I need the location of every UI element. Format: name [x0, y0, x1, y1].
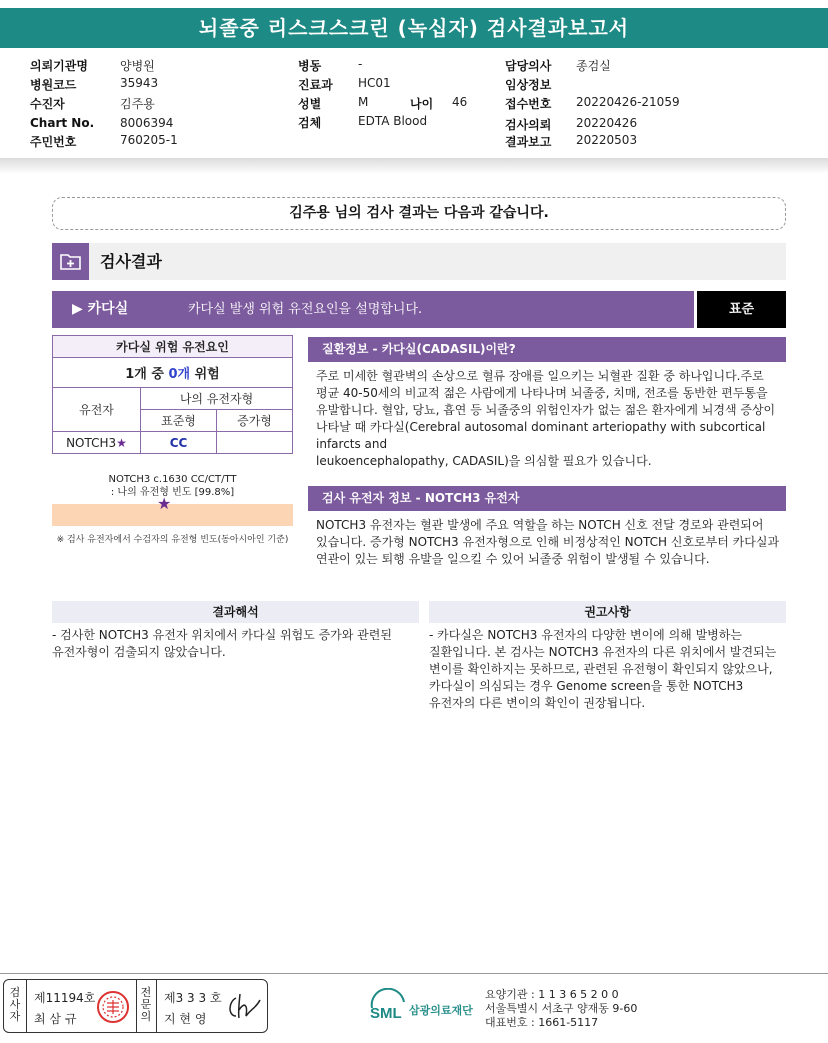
svg-text:SML: SML: [370, 1005, 402, 1022]
info-sex-value: M: [358, 95, 369, 109]
info-institution-value: 양병원: [120, 59, 155, 73]
standard-value: CC: [141, 432, 217, 454]
gene-info-text: NOTCH3 유전자는 혈관 발생에 주요 역할을 하는 NOTCH 신호 전달 경로와 관련되어 있습니다. 증가형 NOTCH3 유전자형으로 인해 비정상적인 NOTCH 신호로부터 카다실과 연관이 있는 퇴행 유발을 일으킬 수 있어 뇌졸중 위험이 발생될 수 있습니다.: [316, 518, 780, 566]
recommendation-header: 권고사항: [429, 601, 786, 623]
info-age-value: 46: [452, 95, 468, 109]
frequency-bar: [52, 504, 293, 526]
org-address: 요양기관 : 1 1 3 6 5 2 0 0 서울특별시 서초구 양재동 9-60 대표번호 : 1661-5117: [485, 988, 638, 1029]
info-patient: 수진자: [30, 97, 65, 111]
recommendation-text: - 카다실은 NOTCH3 유전자의 다양한 변이에 의해 발병하는 질환입니다. 본 검사는 NOTCH3 유전자의 다른 위치에서 발견되는 변이를 확인하지는 못하므로, 관련된 유전형이 확인되지 않았으나, 카다실이 의심되는 경우 Genome screen을 통한 NOTCH3 유전자의 다른 변이의 확인이 권장됩니다.: [429, 628, 777, 710]
info-doctor: 담당의사: [505, 59, 552, 73]
info-hospital-code: 병원코드: [30, 78, 77, 92]
interpretation-text: - 검사한 NOTCH3 유전자 위치에서 카다실 위험도 증가와 관련된 유전자형이 검출되지 않았습니다.: [52, 628, 392, 659]
reviewer-name: 지 현 영: [164, 1012, 207, 1026]
disease-bar: [52, 291, 694, 328]
info-resident: 주민번호: [30, 135, 77, 149]
divider: [0, 158, 828, 174]
info-institution: 의뢰기관명: [30, 59, 88, 73]
section-title: 검사결과: [100, 252, 162, 271]
gene-name: NOTCH3★: [53, 432, 141, 454]
seal-icon: [96, 990, 130, 1027]
signature-box: [3, 979, 268, 1033]
signature-icon: [224, 990, 264, 1027]
info-sex: 성별: [298, 97, 322, 111]
frequency-footnote: ※ 검사 유전자에서 수검자의 유전형 빈도(동아시아인 기준): [56, 535, 289, 545]
info-chart: Chart No.: [30, 116, 95, 130]
gene-info-header: 검사 유전자 정보 - NOTCH3 유전자: [308, 486, 786, 511]
risk-table-header: 카다실 위험 유전요인: [53, 336, 293, 358]
info-request: 검사의뢰: [505, 118, 552, 132]
org-name: 삼광의료재단: [409, 1004, 473, 1017]
info-request-value: 20220426: [576, 116, 638, 130]
info-age: 나이: [410, 97, 434, 111]
info-report: 결과보고: [505, 135, 552, 149]
disease-info-text: 주로 미세한 혈관벽의 손상으로 혈류 장애를 일으키는 뇌혈관 질환 중 하나입니다.주로 평균 40-50세의 비교적 젊은 사람에게 나타나며 뇌졸중, 치매, 전조를 동반한 편두통을 유발합니다. 혈압, 당뇨, 흡연 등 뇌졸중의 위험인자가 없는 젊은 환자에게 뇌경색 증상이 나타날 때 카다실(Cerebral autosomal dominant arteriopathy with subcortical infarcts and leukoencephalopathy, CADASIL)을 의심할 필요가 있습니다.: [316, 369, 776, 468]
info-report-value: 20220503: [576, 133, 638, 147]
genotype-note: NOTCH3 c.1630 CC/CT/TT : 나의 유전형 빈도 [99.8%]: [108, 474, 237, 498]
info-chart-value: 8006394: [120, 116, 174, 130]
info-specimen-value: EDTA Blood: [358, 114, 428, 128]
footer-divider: [0, 973, 828, 974]
org-logo: [368, 988, 408, 1031]
inspector-label: 검 사 자: [9, 986, 21, 1023]
interpretation-header: 결과해석: [52, 601, 419, 623]
inspector-license: 제11194호: [34, 991, 96, 1005]
disease-name: ▶ 카다실: [72, 301, 129, 317]
info-hospital-code-value: 35943: [120, 76, 159, 90]
info-patient-value: 김주용: [120, 97, 155, 111]
info-doctor-value: 종검실: [576, 59, 611, 73]
report-title: 뇌졸중 리스크스크린 (녹십자) 검사결과보고서: [0, 8, 828, 48]
disease-description: 카다실 발생 위험 유전요인을 설명합니다.: [188, 302, 423, 317]
risk-count: 1개 중 0개 위험: [53, 358, 293, 388]
info-dept: 진료과: [298, 78, 333, 92]
reviewer-label: 전 문 의: [140, 986, 152, 1023]
disease-info-header: 질환정보 - 카다실(CADASIL)이란?: [308, 337, 786, 362]
star-icon: ★: [116, 435, 127, 450]
star-icon: ★: [157, 494, 172, 513]
info-ward: 병동: [298, 59, 322, 73]
increased-value: [217, 432, 293, 454]
reviewer-license: 제3 3 3 호: [164, 991, 222, 1005]
gene-label: 유전자: [53, 388, 141, 432]
section-header: [52, 243, 786, 280]
increased-label: 증가형: [217, 410, 293, 432]
my-genotype-label: 나의 유전자형: [141, 388, 293, 410]
info-resident-value: 760205-1: [120, 133, 178, 147]
medical-folder-icon: [52, 243, 89, 280]
info-specimen: 검체: [298, 116, 322, 130]
info-ward-value: -: [358, 57, 363, 71]
result-summary: 김주용 님의 검사 결과는 다음과 같습니다.: [52, 197, 786, 230]
info-dept-value: HC01: [358, 76, 391, 90]
standard-label: 표준형: [141, 410, 217, 432]
inspector-name: 최 삼 규: [34, 1012, 77, 1026]
status-badge: 표준: [697, 291, 786, 328]
risk-table: [52, 335, 293, 454]
info-receipt-value: 20220426-21059: [576, 95, 680, 109]
info-receipt: 접수번호: [505, 97, 552, 111]
info-clinical: 임상정보: [505, 78, 552, 92]
